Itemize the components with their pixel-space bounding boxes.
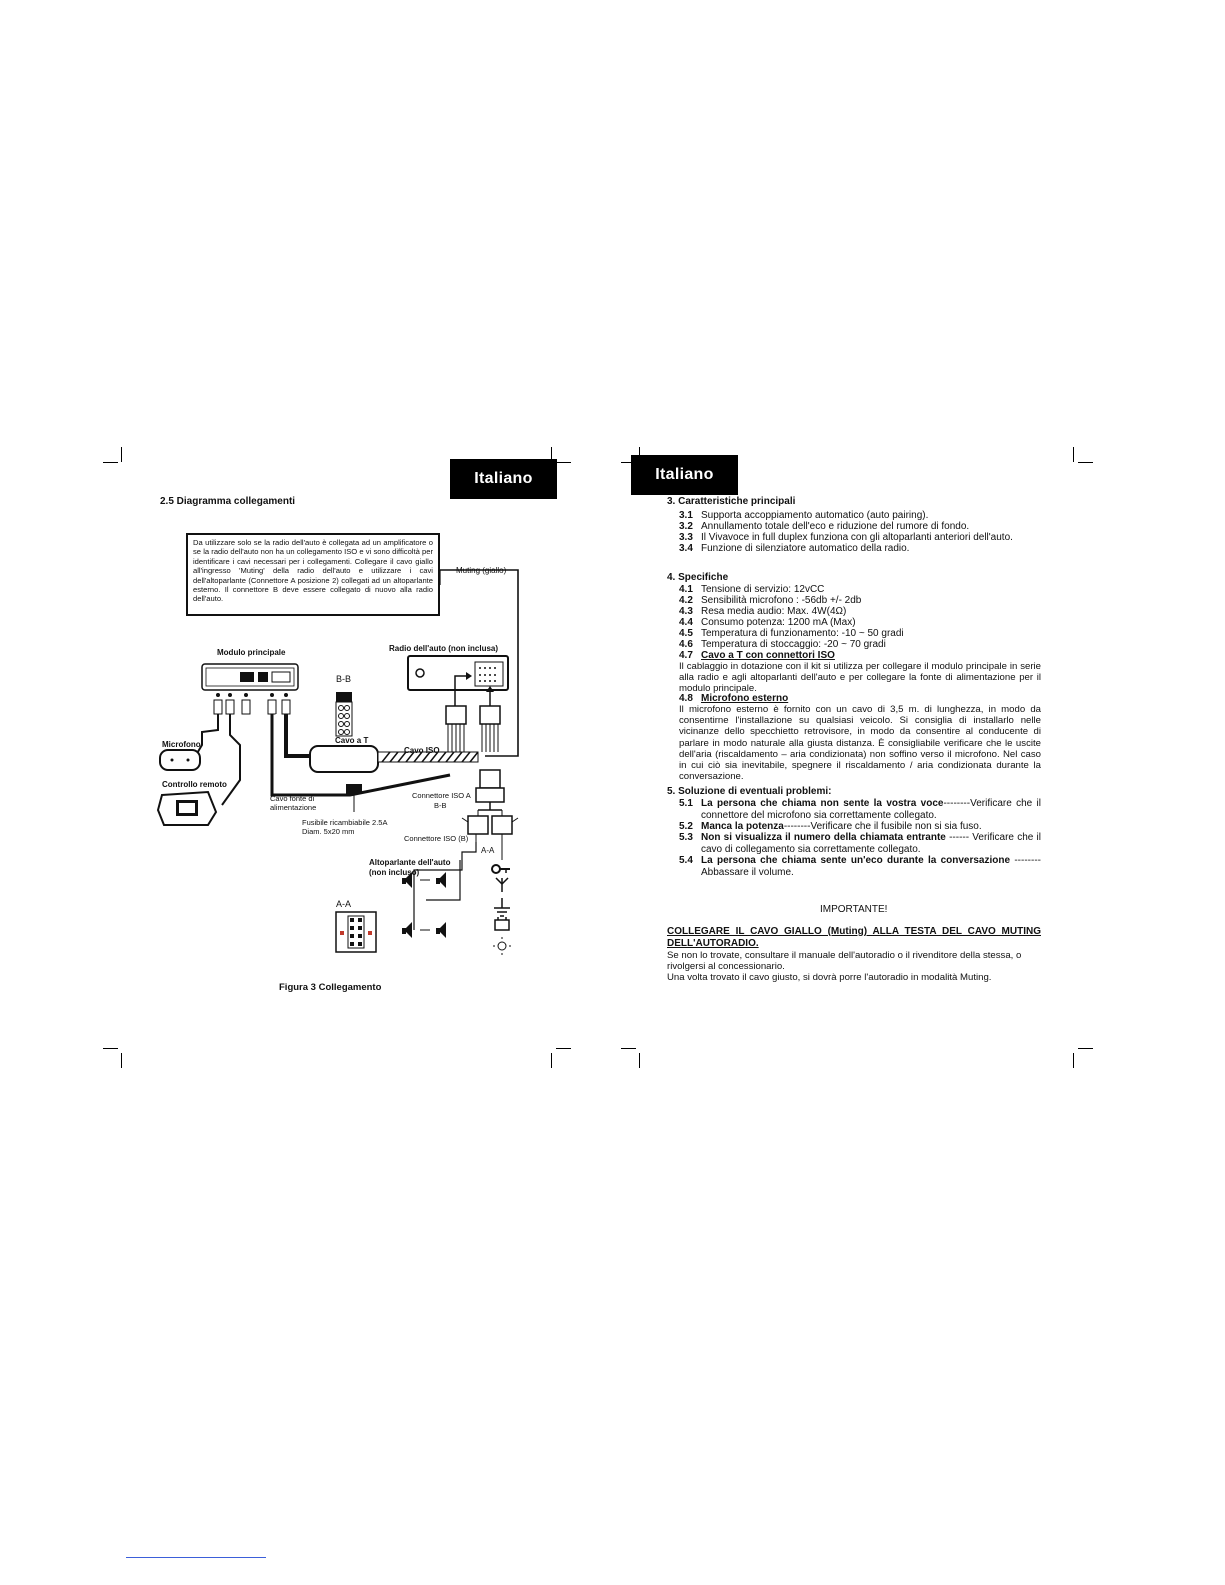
spec-paragraph: Il cablaggio in dotazione con il kit si utilizza per collegare il modulo principale in serie alla radio e agli altoparlanti dell'auto e per collegare la fonte di alimentazione per il modulo principale.: [679, 661, 1041, 695]
important-text: Se non lo trovate, consultare il manuale dell'autoradio o il rivenditore della stessa, o rivolgersi al concessionario.: [667, 950, 1022, 973]
crop-mark: [556, 1048, 571, 1049]
antenna-icon: [496, 878, 508, 892]
crop-mark: [121, 447, 122, 462]
label-speaker: Altoparlante dell'auto: [369, 858, 451, 867]
label-microphone: Microfono: [162, 740, 201, 749]
label-fuse-size: Diam. 5x20 mm: [302, 827, 355, 836]
spec-item: 4.5 Temperatura di funzionamento: -10 ~ 50 gradi: [679, 628, 904, 639]
label-iso-b: Connettore ISO (B): [404, 834, 469, 843]
label-power-cable: Cavo fonte di: [270, 794, 315, 803]
crop-mark: [1078, 462, 1093, 463]
label-car-radio: Radio dell'auto (non inclusa): [389, 644, 499, 653]
section-title: 2.5 Diagramma collegamenti: [160, 496, 296, 507]
troubleshooting-item: 5.4 La persona che chiama sente un'eco durante la conversazione -------- Abbassare il volume.: [679, 855, 1041, 878]
remote-control-graphic: [158, 792, 216, 825]
troubleshooting-item: 5.1 La persona che chiama non sente la vostra voce--------Verificare che il connettore del microfono sia correttamente collegato.: [679, 798, 1041, 821]
spec-item: 4.6 Temperatura di stoccaggio: -20 ~ 70 gradi: [679, 639, 886, 650]
specs-heading: 4. Specifiche: [667, 572, 729, 583]
important-text: Una volta trovato il cavo giusto, si dovrà porre l'autoradio in modalità Muting.: [667, 972, 992, 983]
spec-item: 4.4 Consumo potenza: 1200 mA (Max): [679, 617, 856, 628]
microphone-graphic: [160, 750, 200, 770]
light-icon: [493, 937, 511, 955]
t-cable-box: [310, 746, 378, 772]
crop-mark: [621, 1048, 636, 1049]
troubleshooting-heading: 5. Soluzione di eventuali problemi:: [667, 786, 832, 797]
spec-subheading: 4.8 Microfono esterno: [679, 693, 789, 704]
troubleshooting-item: 5.2 Manca la potenza--------Verificare che il fusibile non si sia fuso.: [679, 821, 982, 832]
spec-item: 4.1 Tensione di servizio: 12vCC: [679, 584, 825, 595]
label-power-cable-2: alimentazione: [270, 803, 317, 812]
key-icon: [492, 865, 510, 873]
footer-line: [126, 1557, 266, 1558]
feature-item: 3.3 Il Vivavoce in full duplex funziona con gli altoparlanti anteriori dell'auto.: [679, 532, 1013, 543]
feature-item: 3.4 Funzione di silenziatore automatico della radio.: [679, 543, 910, 554]
label-speaker-2: (non incluso): [369, 868, 420, 877]
crop-mark: [103, 462, 118, 463]
label-iso-cable: Cavo ISO: [404, 746, 440, 755]
crop-mark: [1078, 1048, 1093, 1049]
crop-mark: [1073, 1053, 1074, 1068]
label-iso-a: Connettore ISO A: [412, 791, 471, 800]
crop-mark: [556, 462, 571, 463]
spec-item: 4.2 Sensibilità microfono : -56db +/- 2db: [679, 595, 862, 606]
spec-paragraph: Il microfono esterno è fornito con un cavo di 3,5 m. di lunghezza, in modo da consentirne l'installazione su qualsiasi veicolo. Si consiglia di installarlo nelle vicinanze dello specchietto retrovisore, in modo da consentire al conducente di parlare in modo naturale alla giusta distanza. È consigliabile verificare che le uscite dell'aria (riscaldamento – aria condizionata) non soffino verso il microfono. Nel caso in cui ciò sia inevitabile, spegnere il riscaldamento / aria condizionata durante la conversazione.: [679, 704, 1041, 783]
label-fuse: Fusibile ricambiabile 2.5A: [302, 818, 388, 827]
crop-mark: [103, 1048, 118, 1049]
ground-icon: [494, 898, 510, 916]
crop-mark: [1073, 447, 1074, 462]
language-tab: Italiano: [450, 459, 557, 499]
bb-connector-graphic: [336, 692, 352, 736]
troubleshooting-item: 5.3 Non si visualizza il numero della chiamata entrante ------ Verificare che il cavo di collegamento sia correttamente collegato.: [679, 832, 1041, 855]
crop-mark: [639, 1053, 640, 1068]
main-module-graphic: [202, 664, 298, 697]
label-muting: Muting (giallo): [456, 566, 507, 575]
label-bb-top: B-B: [336, 674, 352, 684]
fuse-graphic: [346, 784, 362, 794]
spec-item: 4.3 Resa media audio: Max. 4W(4Ω): [679, 606, 847, 617]
label-main-module: Modulo principale: [217, 648, 286, 657]
label-bb-mid: B-B: [434, 801, 447, 810]
aa-connector-graphic: [336, 912, 376, 952]
important-heading: IMPORTANTE!: [820, 904, 888, 915]
label-aa-bottom: A-A: [336, 899, 352, 909]
label-remote: Controllo remoto: [162, 780, 227, 789]
speaker-graphic: [402, 872, 446, 938]
spec-subheading: 4.7 Cavo a T con connettori ISO: [679, 650, 835, 661]
crop-mark: [121, 1053, 122, 1068]
crop-mark: [551, 1053, 552, 1068]
feature-item: 3.1 Supporta accoppiamento automatico (auto pairing).: [679, 510, 929, 521]
feature-item: 3.2 Annullamento totale dell'eco e riduzione del rumore di fondo.: [679, 521, 970, 532]
note-box: Da utilizzare solo se la radio dell'auto è collegata ad un amplificatore o se la radio dell'auto non ha un collegamento ISO e vi sono difficoltà per identificare i cavi necessari per i collegamenti. Collegare il cavo giallo all'ingresso 'Muting' della radio dell'auto e utilizzare i cavi dell'altoparlante (Connettore A posizione 2) collegati ad un altoparlante esterno. Il connettore B deve essere collegato di nuovo alla radio dell'auto.: [186, 533, 440, 616]
important-underlined: COLLEGARE IL CAVO GIALLO (Muting) ALLA TESTA DEL CAVO MUTING DELL'AUTORADIO.: [667, 926, 1041, 949]
battery-icon: [495, 917, 509, 930]
car-radio-graphic: [408, 656, 508, 690]
label-t-cable: Cavo a T: [335, 736, 369, 745]
figure-caption: Figura 3 Collegamento: [279, 982, 382, 993]
language-tab: Italiano: [631, 455, 738, 495]
features-heading: 3. Caratteristiche principali: [667, 496, 796, 507]
label-aa-mid: A-A: [481, 846, 495, 855]
